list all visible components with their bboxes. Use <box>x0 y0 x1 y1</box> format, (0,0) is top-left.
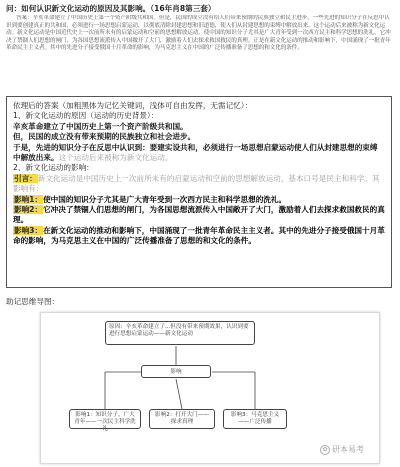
impact3 <box>13 226 385 247</box>
mindmap-title: 助记思维导图： <box>6 297 60 306</box>
organized-answer-box <box>6 96 392 288</box>
impact3-text: 在新文化运动的推动和影响下，中国涌现了一批青年革命民主主义者。其中的先进分子接受俄国十月革命的影响，为马克思主义在中国的广泛传播准备了思想的和文化的条件。 <box>13 225 385 246</box>
mindmap-leaf-impact2: 影响2：打开大门——探求真理 <box>149 409 215 429</box>
watermark <box>320 444 364 455</box>
impact1-tag: 影响1： <box>14 194 43 204</box>
impact2-tag: 影响2： <box>14 205 43 215</box>
impact1-text: 使中国的知识分子尤其是广大青年受到一次西方民主和科学思想的洗礼。 <box>43 194 287 204</box>
impact2 <box>13 205 385 226</box>
mindmap-leaf-impact3: 影响3：马克思主义——广泛传播 <box>223 409 287 429</box>
impact1 <box>13 195 385 205</box>
wechat-icon: ✿ <box>320 445 330 455</box>
section1-line3-key: 于是，先进的知识分子在反思中认识到：要建实设共和，必须进行一场思想启蒙运动使人们从封建思想的束缚中解放出来。 <box>13 142 378 163</box>
question-title: 问：如何认识新文化运动的原因及其影响。（16年肖8第三套） <box>6 4 216 13</box>
answer-header: 依理后的答案（加粗黑体为记忆关键词，浅体可自由发挥，无需记忆）： <box>13 101 253 110</box>
link-center-leaf2 <box>176 379 182 409</box>
intro-tag: 引言： <box>14 173 37 183</box>
original-answer-passage: 答案：辛亥革命建立了中国历史上第一个资产阶级共和国。但是，民国的成立没有给人们带来预期的民族独立和民主进步。一些先进的知识分子在反思中认识到要创建真正的共和国，必须进行一场思想启蒙运动，以彻底清除封建思想和旧道德，使人们从封建思想的束缚中解放出来。这个运动后来被称为新文化运动。新文化运动是中国近代史上一次前所未有的启蒙运动和空前的思想解放运动。使中国的知识分子尤其是广大青年受到一次西方民主和科学思想的洗礼。它冲决了禁锢人们思想的闸门，为各国思想流派传入中国敞开了大门，激励着人们去探求救国救民的真理。正是在新文化运动的推动和影响下，中国涌现了一批青年革命民主主义者。其中的先进分子接受俄国十月革命的影响，为马克思主义在中国的广泛传播准备了思想的和文化的条件。 <box>6 15 391 52</box>
impact2-text: 它冲决了禁锢人们思想的闸门，为各国思想流派传入中国敞开了大门，激励着人们去探求救国救民的真理。 <box>13 205 385 225</box>
mindmap-root-node: 原因：辛亥革命建立了...但没有带来预期效果，认识到要进行思想启蒙运动——新文化运动 <box>105 321 255 345</box>
section1-line1: 辛亥革命建立了中国历史上第一个资产阶级共和国。 <box>13 121 188 131</box>
intro-paragraph <box>13 174 385 195</box>
section1-line2: 但，民国的成立没有带来预期的民族独立和社会进步。 <box>13 132 196 142</box>
intro-text: 新文化运动是中国历史上一次前所未有的启蒙运动和空前的思想解放运动，基本口号是民主和科学。其影响有： <box>13 173 380 194</box>
section1-line3-light: 这个运动后来被称为新文化运动。 <box>58 153 173 163</box>
mindmap-diagram <box>40 312 380 464</box>
watermark-text: 研本易考 <box>332 445 364 454</box>
section2-title: 2、新文化运动的影响： <box>13 163 94 173</box>
mindmap-impact-node: 影响 <box>141 365 211 378</box>
impact3-tag: 影响3： <box>14 225 43 235</box>
section1-line3 <box>13 143 385 164</box>
section1-title: 1、新文化运动的原因（运动的历史背景）： <box>13 111 159 121</box>
mindmap-leaf-impact1: 影响1：知识分子，广大青年——一次民主科学洗礼 <box>69 409 141 429</box>
